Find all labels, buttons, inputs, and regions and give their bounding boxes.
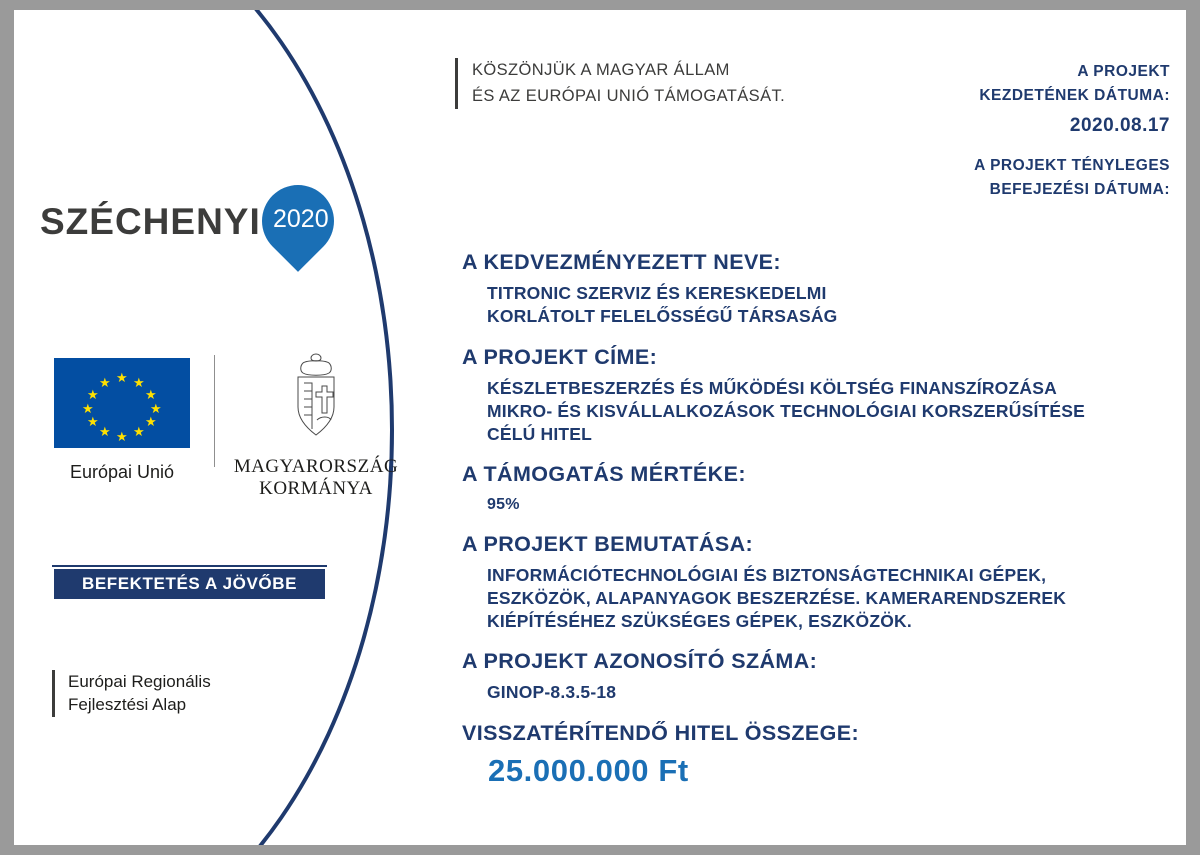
field-project-title-value-line3: CÉLÚ HITEL	[487, 424, 593, 445]
field-loan-amount-label: VISSZATÉRÍTENDŐ HITEL ÖSSZEGE:	[462, 720, 860, 745]
field-project-id-value: GINOP-8.3.5-18	[487, 682, 617, 703]
thanks-line2: ÉS AZ EURÓPAI UNIÓ TÁMOGATÁSÁT.	[472, 86, 786, 105]
field-project-title-label: A PROJEKT CÍME:	[462, 344, 658, 369]
logo-divider	[214, 355, 215, 467]
field-loan-amount-value: 25.000.000 Ft	[488, 752, 689, 788]
field-project-description	[462, 532, 1172, 634]
investment-ribbon	[52, 565, 327, 601]
start-date-value: 2020.08.17	[1069, 115, 1170, 137]
project-info-board	[14, 10, 1186, 845]
hungary-caption	[226, 456, 406, 501]
field-project-description-value-line2: ESZKÖZÖK, ALAPANYAGOK BESZERZÉSE. KAMERARENDSZEREK	[487, 587, 1067, 608]
field-project-title	[462, 345, 1172, 447]
field-loan-amount	[462, 721, 1172, 789]
start-date-label-line2: KEZDETÉNEK DÁTUMA:	[979, 87, 1170, 105]
field-project-description-value-line1: INFORMÁCIÓTECHNOLÓGIAI ÉS BIZTONSÁGTECHNIKAI GÉPEK,	[487, 564, 1047, 585]
project-details	[462, 250, 1172, 789]
field-project-description-label: A PROJEKT BEMUTATÁSA:	[462, 531, 754, 556]
hungary-coat-of-arms-icon	[281, 350, 351, 445]
field-project-title-value-line2: MIKRO- ÉS KISVÁLLALKOZÁSOK TECHNOLÓGIAI KORSZERŰSÍTÉSE	[487, 400, 1086, 421]
field-project-description-value-line3: KIÉPÍTÉSÉHEZ SZÜKSÉGES GÉPEK, ESZKÖZÖK.	[487, 611, 912, 632]
field-project-id	[462, 649, 1172, 704]
erfa-line2: Fejlesztési Alap	[68, 695, 187, 715]
end-date-label-line2: BEFEJEZÉSI DÁTUMA:	[989, 181, 1170, 199]
thanks-text	[455, 58, 785, 109]
field-project-description-value	[487, 564, 1172, 634]
investment-ribbon-inner	[52, 567, 327, 601]
start-date-label-line1: A PROJEKT	[1077, 63, 1170, 80]
project-dates	[974, 60, 1170, 217]
european-union-logo	[54, 358, 209, 483]
erfa-line1: Európai Regionális	[68, 672, 211, 691]
field-beneficiary-value	[487, 282, 1172, 329]
eu-caption: Európai Unió	[69, 462, 175, 482]
field-beneficiary	[462, 250, 1172, 329]
field-project-id-label: A PROJEKT AZONOSÍTÓ SZÁMA:	[462, 649, 818, 674]
field-support-rate	[462, 462, 1172, 515]
hungary-government-logo	[226, 350, 406, 501]
field-beneficiary-label: A KEDVEZMÉNYEZETT NEVE:	[462, 250, 781, 274]
field-beneficiary-value-line1: TITRONIC SZERVIZ ÉS KERESKEDELMI	[487, 283, 827, 303]
field-project-title-value-line1: KÉSZLETBESZERZÉS ÉS MŰKÖDÉSI KÖLTSÉG FINANSZÍROZÁSA	[487, 377, 1057, 398]
field-support-rate-value: 95%	[487, 496, 520, 514]
end-date-label-line1: A PROJEKT TÉNYLEGES	[974, 157, 1170, 175]
investment-ribbon-text: BEFEKTETÉS A JÖVŐBE	[81, 574, 298, 593]
eu-flag-icon: ★ ★ ★ ★ ★ ★ ★ ★ ★ ★ ★ ★	[54, 358, 190, 448]
szechenyi-year-label: 2020	[273, 205, 329, 233]
hungary-caption-line1: MAGYARORSZÁG	[233, 456, 399, 477]
szechenyi-wordmark: SZÉCHENYI	[40, 201, 261, 242]
field-beneficiary-value-line2: KORLÁTOLT FELELŐSSÉGŰ TÁRSASÁG	[487, 306, 838, 327]
erfa-caption	[52, 670, 211, 717]
field-project-title-value	[487, 377, 1172, 447]
field-support-rate-label: A TÁMOGATÁS MÉRTÉKE:	[462, 462, 746, 487]
hungary-caption-line2: KORMÁNYA	[259, 478, 373, 500]
thanks-line1: KÖSZÖNJÜK A MAGYAR ÁLLAM	[472, 61, 730, 79]
szechenyi-logo	[40, 185, 360, 285]
